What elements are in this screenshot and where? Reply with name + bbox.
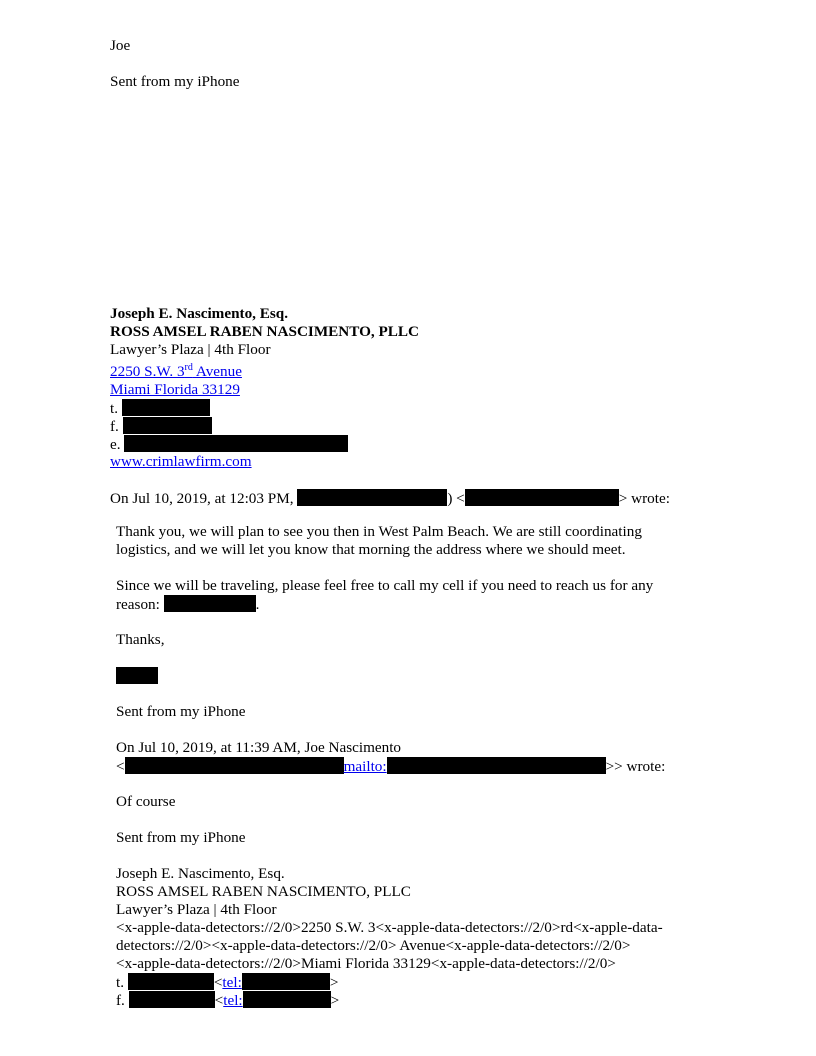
quoted-paragraph-1-line-2: logistics, and we will let you know that morning the address where we should meet. [116,541,626,558]
redaction-box [116,667,158,684]
signature-city [110,381,240,399]
redaction-box [465,489,619,506]
tel-link[interactable]: tel: [222,974,242,991]
redaction-box [125,757,344,774]
sentence-period: . [255,596,260,613]
website-link[interactable]: www.crimlawfirm.com [110,453,252,470]
fax-label: f. [116,992,125,1009]
redaction-box [124,435,348,452]
nested-header-line-2 [116,757,665,776]
reply-header-suffix: > wrote: [618,490,670,507]
street-address-link[interactable]: 2250 S.W. 3rd Avenue [110,362,242,380]
quoted-paragraph-2-line-2 [116,595,259,614]
nested-signature-name: Joseph E. Nascimento, Esq. [116,865,285,882]
fax-close: > [330,992,340,1009]
signature-website [110,453,252,471]
nested-message-body: Of course [116,793,176,810]
nested-header-open: < [116,758,125,775]
city-link[interactable]: Miami Florida 33129 [110,381,240,398]
redaction-box [243,991,331,1008]
redaction-box [122,399,210,416]
nested-telephone [116,973,338,992]
signature-name: Joseph E. Nascimento, Esq. [110,305,289,322]
nested-fax [116,991,339,1010]
redaction-box [129,991,215,1008]
fax-label: f. [110,418,119,435]
fax-open: < [214,992,224,1009]
signature-fax [110,417,212,436]
reply-header-prefix: On Jul 10, 2019, at 12:03 PM, [110,490,294,507]
signature-firm: ROSS AMSEL RABEN NASCIMENTO, PLLC [110,323,420,340]
redaction-box [128,973,214,990]
nested-address-line-3: <x-apple-data-detectors://2/0>Miami Florida 33129<x-apple-data-detectors://2/0> [116,955,616,972]
reply-header [110,489,670,508]
telephone-label: t. [110,400,119,417]
quoted-paragraph-2-line-1: Since we will be traveling, please feel free to call my cell if you need to reach us for any [116,577,654,594]
quoted-paragraph-1-line-1: Thank you, we will plan to see you then in West Palm Beach. We are still coordinating [116,523,642,540]
quoted-signoff [116,667,158,686]
fax-tel-link[interactable]: tel: [223,992,243,1009]
redaction-box [242,973,330,990]
redaction-box [297,489,447,506]
nested-sent-from: Sent from my iPhone [116,829,246,846]
redaction-box [164,595,256,612]
reason-label: reason: [116,596,160,613]
signature-suite: Lawyer’s Plaza | 4th Floor [110,341,271,358]
nested-header-close: >> wrote: [605,758,666,775]
nested-address-line-1: <x-apple-data-detectors://2/0>2250 S.W. 3<x-apple-data-detectors://2/0>rd<x-apple-data- [116,919,663,936]
nested-header-line-1: On Jul 10, 2019, at 11:39 AM, Joe Nascimento [116,739,402,756]
mailto-link[interactable]: mailto: [343,758,387,775]
nested-signature-firm: ROSS AMSEL RABEN NASCIMENTO, PLLC [116,883,411,900]
quoted-thanks: Thanks, [116,631,165,648]
reply-header-middle: ) < [447,490,465,507]
signature-telephone [110,399,210,418]
redaction-box [387,757,606,774]
nested-address-line-2: detectors://2/0><x-apple-data-detectors://2/0> Avenue<x-apple-data-detectors://2/0> [116,937,631,954]
signature-email [110,435,348,454]
redaction-box [123,417,212,434]
sender-first-name: Joe [110,37,131,54]
tel-close: > [329,974,339,991]
signature-street [110,363,242,381]
sent-from-line: Sent from my iPhone [110,73,240,90]
quoted-sent-from: Sent from my iPhone [116,703,246,720]
nested-signature-suite: Lawyer’s Plaza | 4th Floor [116,901,277,918]
email-label: e. [110,436,121,453]
telephone-label: t. [116,974,125,991]
tel-open: < [213,974,223,991]
